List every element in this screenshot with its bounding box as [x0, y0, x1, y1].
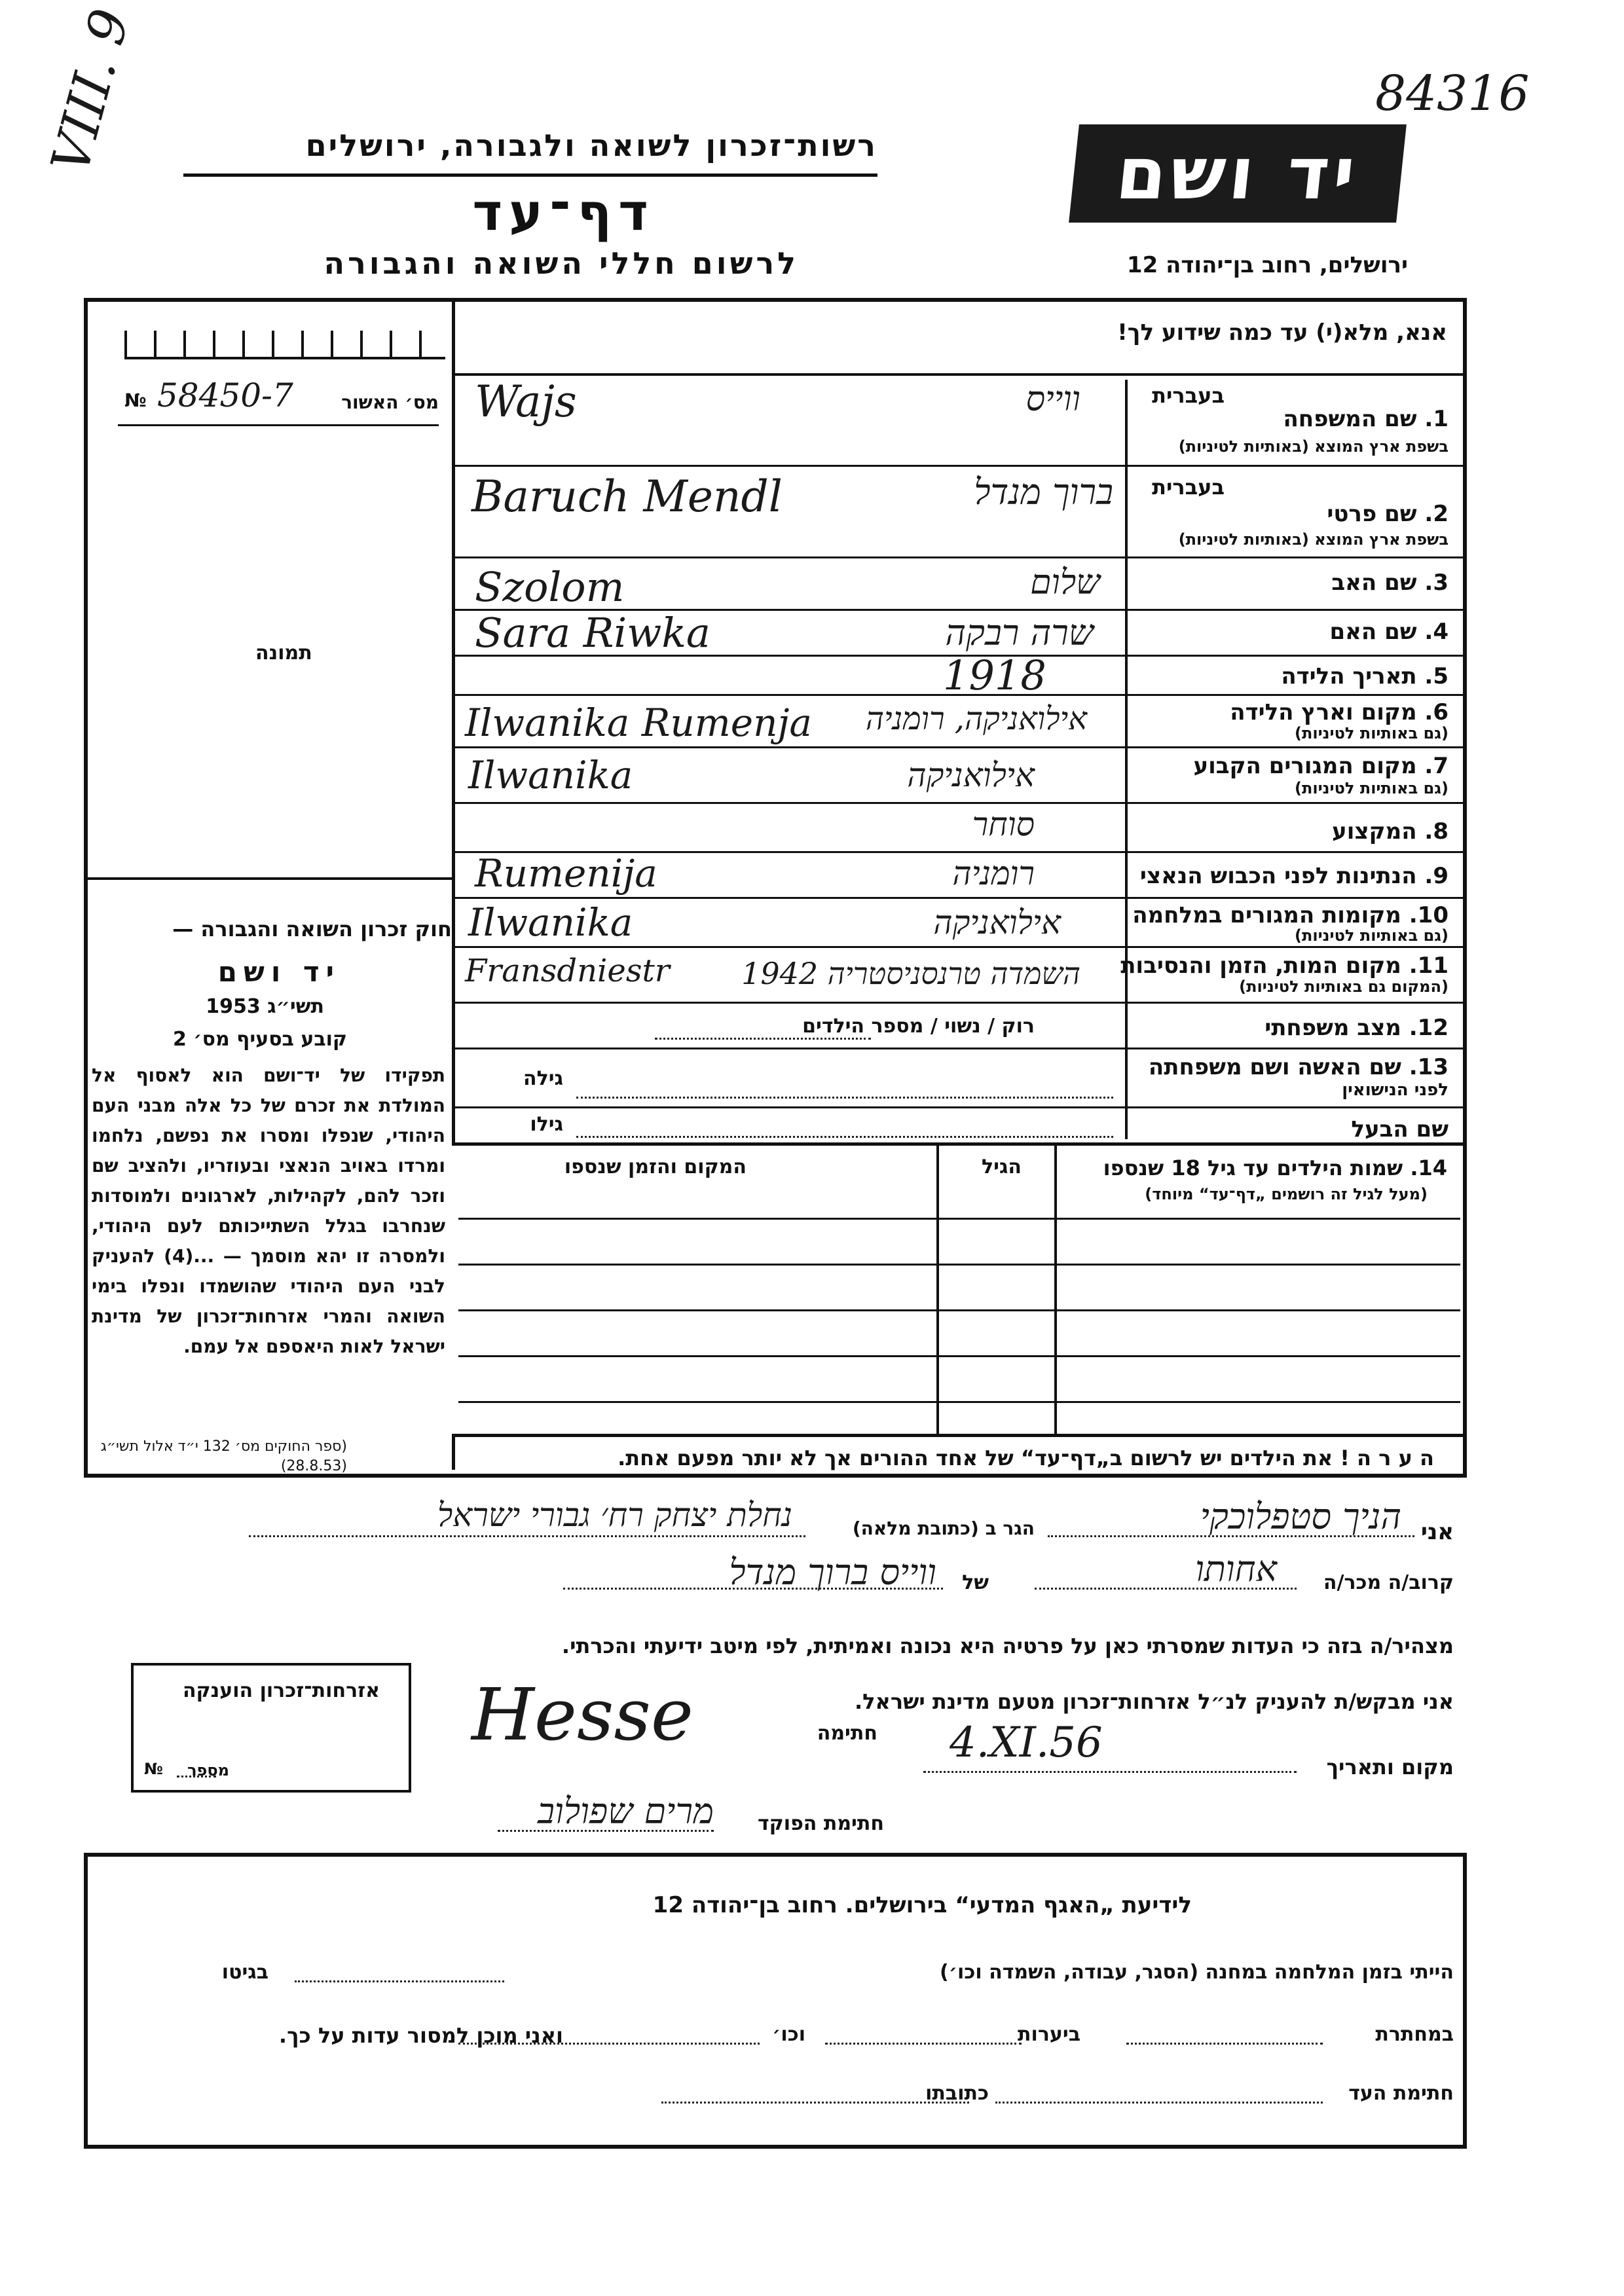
nationality-latin: Rumenija	[475, 851, 657, 896]
registration-prefix: №	[124, 390, 147, 411]
children-row	[458, 1401, 1460, 1403]
relation-label: קרוב/ה מכר/ה	[1323, 1571, 1454, 1594]
nationality-hebrew: רומניה	[952, 854, 1035, 892]
given-name-hebrew: ברוך מנדל	[974, 471, 1113, 513]
children-count-line	[655, 1038, 871, 1040]
row-sep	[452, 465, 1464, 467]
birthplace-latin: Ilwanika Rumenja	[465, 701, 813, 745]
field-3-label: 3. שם האב	[1331, 570, 1449, 596]
mother-name-latin: Sara Riwka	[475, 609, 710, 657]
registration-label: מס׳ האשור	[341, 392, 439, 413]
row-sep	[452, 746, 1464, 748]
place-date-label: מקום ותאריך	[1326, 1755, 1454, 1779]
children-row	[458, 1218, 1460, 1220]
birth-date: 1918	[943, 651, 1046, 699]
field-10-sub: (גם באותיות לטיניות)	[1295, 926, 1449, 945]
field-13-label: 13. שם האשה ושם משפחתה	[1148, 1054, 1449, 1080]
address-line	[249, 1535, 805, 1537]
underground-label: במחתרת	[1375, 2023, 1454, 2046]
officer-line	[498, 1830, 714, 1832]
children-row	[458, 1264, 1460, 1266]
row-sep	[452, 1002, 1464, 1004]
note: ה ע ר ה ! את הילדים יש לרשום ב„דף־עד“ של אחד ההורים אך לא יותר מפעם אחת.	[618, 1446, 1434, 1470]
field-5-label: 5. תאריך הלידה	[1281, 663, 1449, 689]
field-6-label: 6. מקום וארץ הלידה	[1230, 699, 1449, 725]
of-label: של	[962, 1571, 989, 1594]
citizenship-number-prefix: №	[144, 1760, 163, 1778]
form-title: דף־עד	[472, 183, 655, 242]
residence-latin: Ilwanika	[468, 753, 633, 797]
children-label: 14. שמות הילדים עד גיל 18 שנספו	[1103, 1156, 1447, 1180]
field-11-label: 11. מקום המות, הזמן והנסיבות	[1120, 953, 1449, 979]
field-7-label: 7. מקום המגורים הקבוע	[1193, 753, 1449, 779]
wartime-residence-hebrew: אילואניקה	[933, 903, 1061, 941]
header-underline	[183, 173, 877, 177]
form-subtitle: לרשום חללי השואה והגבורה	[323, 246, 799, 281]
row-sep	[452, 1048, 1464, 1049]
note-top	[452, 1437, 455, 1470]
institution-name: רשות־זכרון לשואה ולגבורה, ירושלים	[305, 128, 877, 163]
row-sep	[452, 946, 1464, 948]
residence-hebrew: אילואניקה	[907, 756, 1035, 794]
father-name-hebrew: שלום	[1030, 563, 1100, 602]
profession: סוחר	[972, 805, 1035, 843]
death-place-latin: Fransdniestr	[465, 953, 670, 989]
row-sep	[452, 1142, 1464, 1146]
law-logo: יד ושם	[217, 956, 341, 988]
address: ירושלים, רחוב בן־יהודה 12	[1126, 252, 1408, 278]
field-10-label: 10. מקומות המגורים במלחמה	[1132, 902, 1449, 928]
mother-name-hebrew: שרה רבקה	[945, 612, 1094, 653]
birthplace-hebrew: אילואניקה, רומניה	[865, 701, 1087, 737]
husband-name-line	[576, 1136, 1113, 1138]
field-2-tag: בעברית	[1152, 475, 1225, 500]
children-col-2	[1054, 1146, 1057, 1434]
law-footnote: (ספר החוקים מס׳ 132 י״ד אלול תשי״ג (28.8.53)	[100, 1438, 347, 1474]
field-4-label: 4. שם האם	[1329, 619, 1449, 645]
witness-sig-label: חתימת העד	[1348, 2082, 1454, 2105]
declarant-name: הניך סטפלוכקי	[1200, 1496, 1401, 1537]
row-sep	[452, 802, 1464, 804]
given-name-latin: Baruch Mendl	[471, 471, 783, 522]
of-value: ווייס ברוך מנדל	[729, 1552, 936, 1593]
place-date-value: 4.XI.56	[950, 1719, 1103, 1767]
registration-number: 58450-7	[157, 376, 293, 414]
label-divider	[1125, 380, 1128, 1139]
children-sub: (מעל לגיל זה רושמים „דף־עד“ מיוחד)	[1145, 1185, 1428, 1203]
row-sep	[452, 556, 1464, 558]
footer-attention: לידיעת „האגף המדעי“ בירושלים. רחוב בן־יהודה 12	[652, 1892, 1192, 1918]
field-2-label: 2. שם פרטי	[1327, 501, 1449, 527]
husband-age-label: גילו	[530, 1113, 563, 1136]
witness-sig-line	[995, 2102, 1323, 2104]
field-12-label: 12. מצב משפחתי	[1264, 1015, 1449, 1041]
children-col-age: הגיל	[982, 1156, 1022, 1178]
relation-line	[1035, 1588, 1297, 1590]
declarant-address: נחלת יצחק רח׳ גבורי ישראל	[437, 1496, 792, 1534]
father-name-latin: Szolom	[475, 563, 625, 611]
request: אני מבקש/ת להעניק לנ״ל אזרחות־זכרון מטעם מדינת ישראל.	[855, 1689, 1454, 1714]
children-row	[458, 1309, 1460, 1311]
forests-label: ביערות	[1018, 2023, 1080, 2046]
field-8-label: 8. המקצוע	[1332, 818, 1449, 845]
officer-signature: מרים שפולוב	[538, 1791, 714, 1832]
law-year: תשי״ג 1953	[206, 995, 324, 1018]
row-sep	[452, 897, 1464, 899]
field-1-tag: בעברית	[1152, 383, 1225, 408]
place-date-line	[923, 1771, 1297, 1773]
signature: Hesse	[471, 1673, 694, 1757]
husband-label: שם הבעל	[1351, 1116, 1449, 1142]
citizenship-title: אזרחות־זכרון הוענקה	[182, 1679, 380, 1702]
field-1-label: 1. שם המשפחה	[1283, 406, 1449, 432]
field-11-sub: (המקום גם באותיות לטיניות)	[1239, 977, 1449, 996]
field-13-sub: לפני הנישואין	[1342, 1080, 1449, 1100]
etc-label: וכו׳	[772, 2023, 805, 2046]
officer-label: חתימת הפוקד	[758, 1812, 884, 1835]
field-7-sub: (גם באותיות לטיניות)	[1295, 779, 1449, 797]
photo-label: תמונה	[255, 642, 312, 665]
death-circumstances-hebrew: השמדה טרנסניסטריה 1942	[741, 956, 1080, 991]
instruction: אנא, מלא(י) עד כמה שידוע לך!	[1117, 319, 1447, 346]
registration-underline	[118, 424, 439, 426]
children-row	[458, 1355, 1460, 1357]
underground-line	[1126, 2043, 1323, 2045]
declarant-line	[1048, 1535, 1414, 1537]
wife-name-line	[576, 1097, 1113, 1099]
law-title: חוק זכרון השואה והגבורה —	[172, 917, 452, 941]
citizenship-number-line	[177, 1776, 216, 1777]
children-col-1	[936, 1146, 939, 1434]
ready-label: ואני מוכן למסור עדות על כך.	[278, 2023, 563, 2048]
law-clause: קובע בסעיף מס׳ 2	[172, 1028, 347, 1051]
children-col-place: המקום והזמן שנספו	[564, 1156, 747, 1178]
decl-ani: אני	[1420, 1519, 1454, 1545]
law-body: תפקידו של יד־ושם הוא לאסוף אל המולדת את זכרם של כל אלה מבני העם היהודי, שנפלו ומסרו את נפשם, נלחמו ומרדו באויב הנאצי ובעוזריו, ולהציב שם וזכר להם, לקהילות, לארגונים ולמוסדות שנחרבו בגלל השתייכותם לעם היהודי, ולמסרה זו יהא מוסמך — ...(4) להעניק לבני העם היהודי שהושמדו ונפלו בימי השואה והמרי אזרחות־זכרון של מדינת ישראל לאות היאספם אל עמם.	[92, 1065, 445, 1357]
marital-status: רוק / נשוי / מספר הילדים	[802, 1015, 1035, 1038]
margin-note: VIII. 9	[39, 3, 141, 180]
camp-line	[295, 1980, 504, 1982]
column-divider	[452, 298, 455, 1142]
witness-addr-line	[661, 2102, 969, 2104]
signature-label: חתימה	[817, 1722, 877, 1745]
tick-marks	[124, 331, 445, 359]
citizenship-number-label: מספר	[187, 1761, 229, 1779]
wartime-residence-latin: Ilwanika	[468, 900, 633, 945]
field-6-sub: (גם באותיות לטיניות)	[1295, 724, 1449, 742]
instruction-divider	[452, 373, 1464, 376]
yad-vashem-logo: יד ושם	[1069, 124, 1407, 223]
field-2-sub: בשפת ארץ המוצא (באותיות לטיניות)	[1178, 530, 1449, 549]
row-sep	[452, 1106, 1464, 1108]
forests-line	[825, 2043, 1022, 2045]
archive-number: 84316	[1375, 65, 1530, 122]
witness-addr-label: כתובתו	[925, 2082, 989, 2105]
ghetto-label: בגיטו	[221, 1961, 268, 1984]
children-bottom	[452, 1434, 1464, 1437]
field-1-sub: בשפת ארץ המוצא (באותיות לטיניות)	[1178, 437, 1449, 456]
wife-age-label: גילה	[523, 1067, 563, 1090]
relation-value: אחותו	[1195, 1548, 1277, 1590]
of-line	[563, 1588, 943, 1590]
statement: מצהיר/ה בזה כי העדות שמסרתי כאן על פרטיה היא נכונה ואמיתית, לפי מיטב ידיעתי והכרתי.	[561, 1633, 1454, 1658]
surname-hebrew: ווייס	[1025, 380, 1080, 419]
footer-line1: הייתי בזמן המלחמה במחנה (הסגר, עבודה, השמדה וכו׳)	[940, 1961, 1454, 1984]
decl-address-label: הגר ב (כתובת מלאה)	[852, 1518, 1035, 1539]
field-9-label: 9. הנתינות לפני הכבוש הנאצי	[1139, 863, 1449, 889]
photo-bottom-line	[85, 877, 452, 880]
surname-latin: Wajs	[475, 376, 577, 427]
